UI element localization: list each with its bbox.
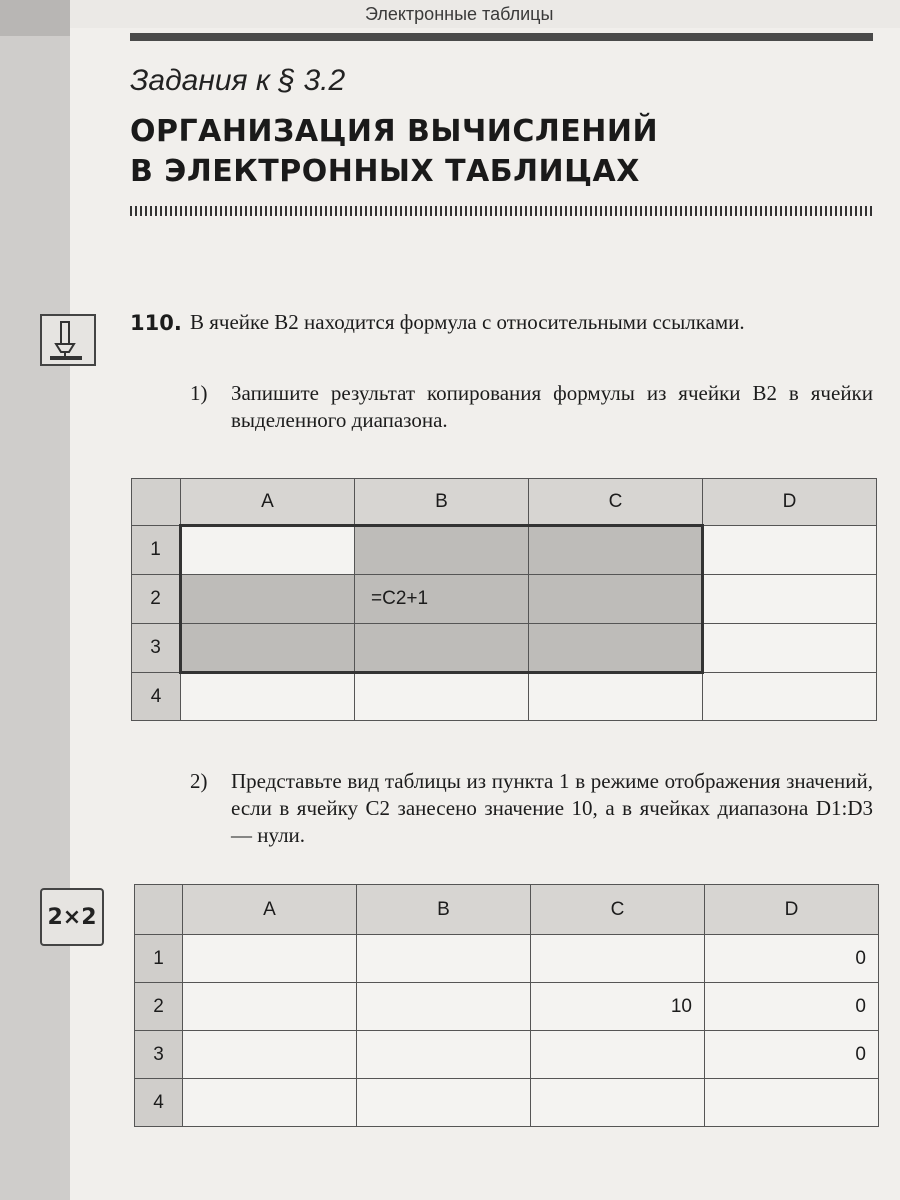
- cell-c1: [531, 935, 705, 983]
- cell-a2: [181, 575, 355, 624]
- cell-c4: [529, 673, 703, 721]
- cell-d2: [703, 575, 877, 624]
- cell-a3: [183, 1031, 357, 1079]
- cell-c2: [529, 575, 703, 624]
- cell-a4: [181, 673, 355, 721]
- cell-a2: [183, 983, 357, 1031]
- row-header-3: 3: [135, 1031, 183, 1079]
- cell-d3: [703, 624, 877, 673]
- cell-c3: [529, 624, 703, 673]
- cell-b3: [357, 1031, 531, 1079]
- math-2x2-icon: 2×2: [40, 888, 104, 946]
- column-header-c: C: [531, 885, 705, 935]
- row-header-1: 1: [132, 526, 181, 575]
- running-title: Электронные таблицы: [365, 4, 554, 24]
- cell-d3: 0: [705, 1031, 879, 1079]
- column-header-d: D: [705, 885, 879, 935]
- hand-pointer-icon: [40, 314, 96, 366]
- row-header-4: 4: [132, 673, 181, 721]
- item-2-text: Представьте вид таблицы из пункта 1 в режиме отображения значений, если в ячейку C2 занесено значение 10, а в ячейках диапазона D1:D3 — нули.: [231, 769, 873, 847]
- section-title-line-1: ОРГАНИЗАЦИЯ ВЫЧИСЛЕНИЙ: [130, 114, 659, 149]
- cell-a4: [183, 1079, 357, 1127]
- cell-d1: [703, 526, 877, 575]
- task-intro: В ячейке B2 находится формула с относительными ссылками.: [190, 310, 745, 334]
- spreadsheet-formulas: [131, 478, 877, 721]
- header-rule: [130, 33, 873, 41]
- cell-b4: [355, 673, 529, 721]
- left-margin-strip-top: [0, 0, 70, 36]
- section-title: [130, 112, 658, 192]
- cell-b2: [357, 983, 531, 1031]
- task-number: 110.: [130, 311, 182, 335]
- column-header-c: C: [529, 479, 703, 526]
- item-1-text: Запишите результат копирования формулы из ячейки B2 в ячейки выделенного диапазона.: [231, 381, 873, 432]
- cell-c3: [531, 1031, 705, 1079]
- cell-c2: 10: [531, 983, 705, 1031]
- row-header-2: 2: [135, 983, 183, 1031]
- cell-b2: =C2+1: [355, 575, 529, 624]
- cell-a3: [181, 624, 355, 673]
- column-header-b: B: [355, 479, 529, 526]
- cell-b1: [355, 526, 529, 575]
- title-hatched-rule: [130, 206, 873, 216]
- item-1-number: 1): [190, 381, 208, 405]
- cell-a1: [183, 935, 357, 983]
- column-header-d: D: [703, 479, 877, 526]
- item-2-number: 2): [190, 769, 208, 793]
- cell-b4: [357, 1079, 531, 1127]
- row-header-3: 3: [132, 624, 181, 673]
- cell-d4: [705, 1079, 879, 1127]
- spreadsheet-values: [134, 884, 879, 1127]
- column-header-b: B: [357, 885, 531, 935]
- cell-c4: [531, 1079, 705, 1127]
- section-title-line-2: В ЭЛЕКТРОННЫХ ТАБЛИЦАХ: [130, 154, 640, 189]
- section-subtitle: Задания к § 3.2: [130, 64, 346, 97]
- corner-cell: [135, 885, 183, 935]
- cell-d4: [703, 673, 877, 721]
- cell-a1: [181, 526, 355, 575]
- column-header-a: A: [183, 885, 357, 935]
- cell-c1: [529, 526, 703, 575]
- row-header-1: 1: [135, 935, 183, 983]
- left-margin-strip: [0, 0, 70, 1200]
- cell-b1: [357, 935, 531, 983]
- row-header-4: 4: [135, 1079, 183, 1127]
- cell-d2: 0: [705, 983, 879, 1031]
- row-header-2: 2: [132, 575, 181, 624]
- column-header-a: A: [181, 479, 355, 526]
- corner-cell: [132, 479, 181, 526]
- cell-d1: 0: [705, 935, 879, 983]
- cell-b3: [355, 624, 529, 673]
